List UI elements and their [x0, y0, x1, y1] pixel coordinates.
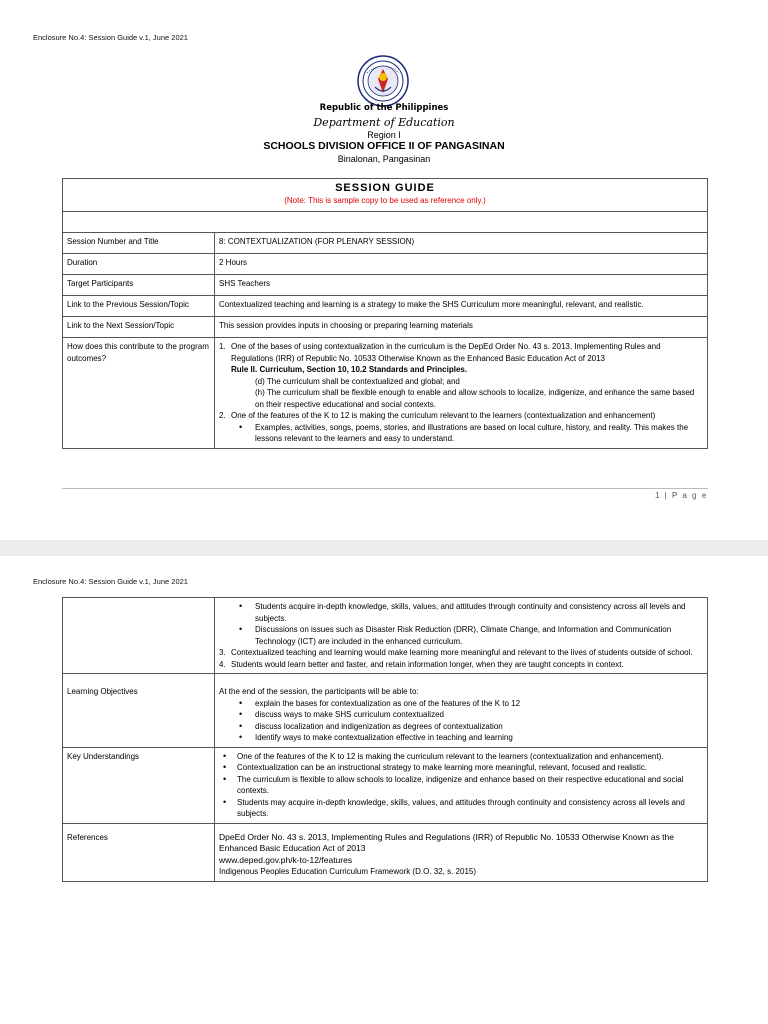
document-page-2: [0, 556, 768, 1024]
row-label-empty: [63, 598, 215, 674]
item-text: Students would learn better and faster, and retain information longer, when they are taught concepts in context.: [231, 659, 624, 669]
session-guide-table-part-2: [62, 597, 708, 882]
enclosure-header: Enclosure No.4: Session Guide v.1, June 2021: [33, 577, 188, 586]
outcomes-continued-cell: [215, 598, 708, 674]
table-row: [63, 296, 708, 317]
objectives-intro: At the end of the session, the participants will be able to:: [219, 687, 419, 696]
table-row: [63, 338, 708, 449]
list-item: • discuss ways to make SHS curriculum contextualized: [219, 709, 703, 721]
table-row: [63, 275, 708, 296]
row-label: References: [63, 823, 215, 881]
region-label: Region I: [367, 130, 401, 140]
row-label: Link to the Next Session/Topic: [63, 317, 215, 338]
item-number: 2.: [219, 411, 226, 420]
table-row: [63, 317, 708, 338]
row-label: Session Number and Title: [63, 233, 215, 254]
list-item: • Discussions on issues such as Disaster Risk Reduction (DRR), Climate Change, and Information and Communication Technology (ICT) are included in the enhanced curriculum.: [219, 624, 703, 647]
list-item: [219, 647, 703, 659]
footer-divider: [62, 488, 708, 489]
rule-h: (h) The curriculum shall be flexible enough to enable and allow schools to localize, indigenize, and enhance the same based on their respective educational and social contexts.: [255, 388, 695, 409]
item-text: One of the features of the K to 12 is making the curriculum relevant to the learners (contextualization and enhancement): [231, 411, 656, 420]
understandings-cell: [215, 747, 708, 823]
table-row: [63, 747, 708, 823]
rule-d: (d) The curriculum shall be contextualized and global; and: [255, 376, 460, 386]
list-item: • One of the features of the K to 12 is making the curriculum relevant to the learners (contextualization and enhancement).: [219, 751, 703, 763]
outcomes-cell: [215, 338, 708, 449]
session-guide-table-part-1: [62, 178, 708, 449]
list-item: [219, 659, 703, 671]
item-number: 4.: [219, 659, 226, 669]
list-item: [219, 410, 703, 422]
department-label: Department of Education: [313, 116, 455, 129]
location-label: Binalonan, Pangasinan: [337, 154, 431, 164]
row-value: 2 Hours: [215, 254, 708, 275]
list-item: • explain the bases for contextualization as one of the features of the K to 12: [219, 698, 703, 710]
page-number: 1 | P a g e: [655, 491, 708, 500]
objectives-cell: [215, 674, 708, 748]
table-row: [63, 254, 708, 275]
row-label: Key Understandings: [63, 747, 215, 823]
list-item: • Examples, activities, songs, poems, stories, and illustrations are based on local culture, history, and reality. This makes the lessons relevant to the learners and easy to understand.: [219, 422, 703, 445]
row-label: Learning Objectives: [63, 674, 215, 748]
references-cell: [215, 823, 708, 881]
row-value: 8: CONTEXTUALIZATION (FOR PLENARY SESSION): [215, 233, 708, 254]
table-row: [63, 823, 708, 881]
item-text: Contextualized teaching and learning would make learning more meaningful and relevant to the lives of students outside of school.: [231, 648, 693, 657]
table-row: [63, 598, 708, 674]
list-item: • Identify ways to make contextualization effective in teaching and learning: [219, 732, 703, 744]
reference-item: DpeEd Order No. 43 s. 2013, Implementing Rules and Regulations (IRR) of Republic No. 10533 Otherwise Known as the Enhanced Basic Education Act of 2013: [219, 831, 674, 853]
session-guide-title: SESSION GUIDE: [335, 182, 435, 194]
table-row: [63, 233, 708, 254]
list-item: • Contextualization can be an instructional strategy to make learning more meaningful, relevant, focused and realistic.: [219, 762, 703, 774]
list-item: • discuss localization and indigenization as degrees of contextualization: [219, 721, 703, 733]
table-row: [63, 674, 708, 748]
row-label: Link to the Previous Session/Topic: [63, 296, 215, 317]
row-value: This session provides inputs in choosing or preparing learning materials: [215, 317, 708, 338]
republic-label: Republic of the Philippines: [319, 103, 449, 113]
list-item: [219, 341, 703, 364]
deped-seal-logo: [357, 55, 409, 107]
row-label: How does this contribute to the program outcomes?: [63, 338, 215, 449]
blank-row: [63, 212, 708, 233]
rule-heading: Rule II. Curriculum, Section 10, 10.2 Standards and Principles.: [231, 365, 468, 374]
item-text: One of the bases of using contextualization in the curriculum is the DepEd Order No. 43 s. 2013, Implementing Rules and Regulations (IRR) of Republic No. 10533 Otherwise Known as the Enhanced Basic Education Act of 2013: [231, 342, 661, 363]
row-value: Contextualized teaching and learning is a strategy to make the SHS Curriculum more meaningful, relevant, and realistic.: [215, 296, 708, 317]
office-label: SCHOOLS DIVISION OFFICE II OF PANGASINAN: [263, 140, 505, 152]
reference-link[interactable]: www.deped.gov.ph/k-to-12/features: [219, 854, 353, 865]
enclosure-header: Enclosure No.4: Session Guide v.1, June 2021: [33, 33, 188, 42]
list-item: • The curriculum is flexible to allow schools to localize, indigenize and enhance based on their respective educational and social contexts.: [219, 774, 703, 797]
list-item: • Students may acquire in-depth knowledge, skills, values, and attitudes through continuity and consistency across all levels and subjects.: [219, 797, 703, 820]
item-number: 1.: [219, 342, 226, 351]
reference-item: Indigenous Peoples Education Curriculum Framework (D.O. 32, s. 2015): [219, 867, 477, 876]
list-item: • Students acquire in-depth knowledge, skills, values, and attitudes through continuity and consistency across all levels and subjects.: [219, 601, 703, 624]
row-label: Target Participants: [63, 275, 215, 296]
sample-copy-note: (Note: This is sample copy to be used as reference only.): [284, 195, 486, 205]
row-value: SHS Teachers: [215, 275, 708, 296]
session-guide-title-cell: [63, 179, 708, 212]
row-label: Duration: [63, 254, 215, 275]
item-number: 3.: [219, 648, 226, 657]
